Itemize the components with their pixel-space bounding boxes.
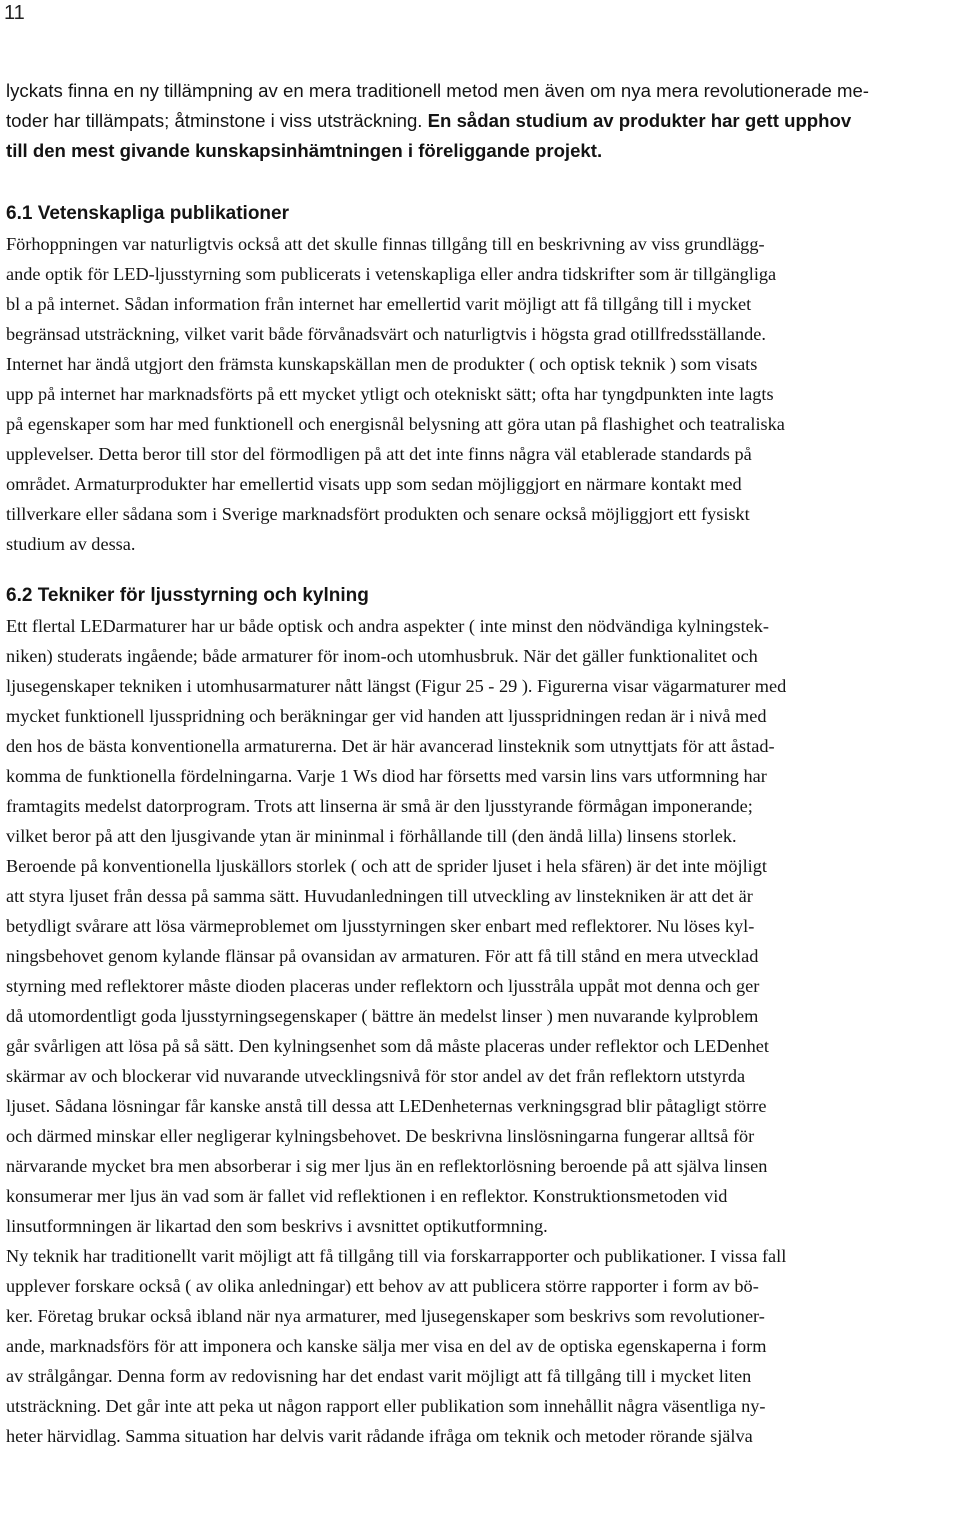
text-line: tillverkare eller sådana som i Sverige marknadsfört produkten och senare också möjliggjort ett fysiskt — [6, 504, 750, 524]
intro-paragraph — [6, 76, 958, 166]
text-line: linsutformningen är likartad den som beskrivs i avsnittet optikutformning. — [6, 1216, 548, 1236]
text-line: upp på internet har marknadsförts på ett mycket ytligt och otekniskt sätt; ofta har tyngdpunkten inte lagts — [6, 384, 774, 404]
intro-bold-text: En sådan studium av produkter har gett upphov — [427, 110, 852, 131]
section-heading-6-2: 6.2 Tekniker för ljusstyrning och kylning — [6, 585, 369, 606]
text-line: bl a på internet. Sådan information från internet har emellertid varit möjligt att få tillgång till i mycket — [6, 294, 752, 314]
section-6-2-paragraph-1 — [6, 611, 958, 851]
text-line: framtagits medelst datorprogram. Trots att linserna är små är den ljusstyrande förmågan imponerande; — [6, 796, 753, 816]
text-line: heter härvidlag. Samma situation har delvis varit rådande ifråga om teknik och metoder rörande själva — [6, 1426, 753, 1446]
text-line: ljusegenskaper tekniken i utomhusarmaturer nått längst (Figur 25 - 29 ). Figurerna visar vägarmaturer med — [6, 676, 787, 696]
text-line: skärmar av och blockerar vid nuvarande utvecklingsnivå för stor andel av det från reflektorn utstyrda — [6, 1066, 746, 1086]
text-line: upplever forskare också ( av olika anledningar) ett behov av att publicera större rapporter i form av bö- — [6, 1276, 759, 1296]
text-line: ande, marknadsförs för att imponera och kanske sälja mer visa en del av de optiska egenskaperna i form — [6, 1336, 767, 1356]
page-number: 11 — [4, 2, 25, 24]
text-line: begränsad utsträckning, vilket varit både förvånadsvärt och naturligtvis i högsta grad otillfredsställande. — [6, 324, 766, 344]
text-line: området. Armaturprodukter har emellertid visats upp som sedan möjliggjort en närmare kontakt med — [6, 474, 742, 494]
text-line: utsträckning. Det går inte att peka ut någon rapport eller publikation som innehållit några väsentliga ny- — [6, 1396, 766, 1416]
text-line: ningsbehovet genom kylande flänsar på ovansidan av armaturen. För att få till stånd en mera utvecklad — [6, 946, 759, 966]
text-line: styrning med reflektorer måste dioden placeras under reflektorn och ljusstråla uppåt mot denna och ger — [6, 976, 760, 996]
text-line: mycket funktionell ljusspridning och beräkningar ger vid handen att ljusspridningen redan är i nivå med — [6, 706, 767, 726]
text-line: då utomordentligt goda ljusstyrningsegenskaper ( bättre än medelst linser ) men nuvarande kylproblem — [6, 1006, 759, 1026]
text-line: Internet har ändå utgjort den främsta kunskapskällan men de produkter ( och optisk teknik ) som visats — [6, 354, 758, 374]
text-line: ande optik för LED-ljusstyrning som publicerats i vetenskapliga eller andra tidskrifter som är tillgängliga — [6, 264, 777, 284]
text-line: den hos de bästa konventionella armaturerna. Det är här avancerad linsteknik som utnyttjats för att åstad- — [6, 736, 775, 756]
text-line: går svårligen att lösa på så sätt. Den kylningsenhet som då måste placeras under reflektor och LEDenhet — [6, 1036, 769, 1056]
text-line: ljuset. Sådana lösningar får kanske anstå till dessa att LEDenheternas verkningsgrad blir påtagligt större — [6, 1096, 767, 1116]
text-line: Beroende på konventionella ljuskällors storlek ( och att de sprider ljuset i hela sfären) är det inte möjligt — [6, 856, 767, 876]
section-6-2-paragraph-3 — [6, 1241, 958, 1451]
text-line: Ny teknik har traditionellt varit möjligt att få tillgång till via forskarrapporter och publikationer. I vissa fall — [6, 1246, 787, 1266]
intro-line: toder har tillämpats; åtminstone i viss utsträckning. — [6, 110, 428, 131]
section-6-2-paragraph-2 — [6, 851, 958, 1241]
text-line: upplevelser. Detta beror till stor del förmodligen på att det inte finns några väl etablerade standards på — [6, 444, 752, 464]
text-line: niken) studerats ingående; både armaturer för inom-och utomhusbruk. När det gäller funktionalitet och — [6, 646, 758, 666]
text-line: och därmed minskar eller negligerar kylningsbehovet. De beskrivna linslösningarna fungerar alltså för — [6, 1126, 755, 1146]
text-line: vilket beror på att den ljusgivande ytan är mininmal i förhållande till (den ändå lilla) linsens storlek. — [6, 826, 737, 846]
text-line: ker. Företag brukar också ibland när nya armaturer, med ljusegenskaper som beskrivs som revolutioner- — [6, 1306, 765, 1326]
text-line: på egenskaper som har med funktionell och energisnål belysning att göra utan på flashighet och teatraliska — [6, 414, 785, 434]
intro-line: lyckats finna en ny tillämpning av en mera traditionell metod men även om nya mera revolutionerade me- — [6, 80, 869, 101]
text-line: närvarande mycket bra men absorberar i sig mer ljus än en reflektorlösning beroende på att själva linsen — [6, 1156, 768, 1176]
text-line: komma de funktionella fördelningarna. Varje 1 Ws diod har försetts med varsin lins vars utformning har — [6, 766, 767, 786]
text-line: av strålgångar. Denna form av redovisning har det endast varit möjligt att få tillgång till i mycket liten — [6, 1366, 752, 1386]
section-heading-6-1: 6.1 Vetenskapliga publikationer — [6, 203, 289, 224]
text-line: betydligt svårare att lösa värmeproblemet om ljusstyrningen sker enbart med reflektorer. Nu löses kyl- — [6, 916, 755, 936]
section-6-1-paragraph — [6, 229, 958, 559]
text-line: studium av dessa. — [6, 534, 136, 554]
text-line: Förhoppningen var naturligtvis också att det skulle finnas tillgång till en beskrivning av viss grundlägg- — [6, 234, 765, 254]
intro-bold-text: till den mest givande kunskapsinhämtningen i föreliggande projekt. — [6, 140, 603, 161]
text-line: att styra ljuset från dessa på samma sätt. Huvudanledningen till utveckling av linstekniken är att det är — [6, 886, 753, 906]
text-line: Ett flertal LEDarmaturer har ur både optisk och andra aspekter ( inte minst den nödvändiga kylningstek- — [6, 616, 769, 636]
document-body — [6, 76, 958, 1451]
text-line: konsumerar mer ljus än vad som är fallet vid reflektionen i en reflektor. Konstruktionsmetoden vid — [6, 1186, 728, 1206]
